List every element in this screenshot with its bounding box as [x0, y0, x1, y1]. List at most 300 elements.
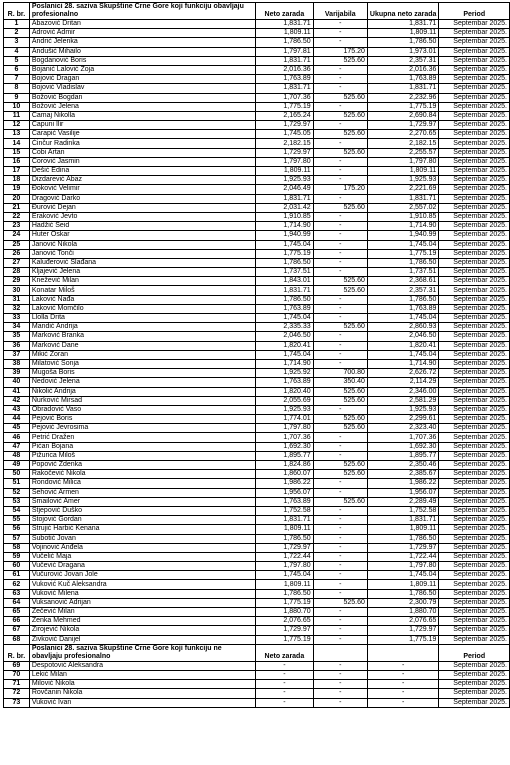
cell-varijabila: - — [313, 304, 367, 313]
cell-ukupno: 1,729.97 — [367, 626, 439, 635]
cell-period: Septembar 2025. — [439, 580, 510, 589]
cell-name: Strujić Harbić Kenana — [29, 525, 255, 534]
cell-varijabila: - — [313, 268, 367, 277]
cell-period: Septembar 2025. — [439, 20, 510, 29]
cell-neto: 1,925.93 — [256, 405, 314, 414]
cell-rbr: 26 — [4, 249, 30, 258]
cell-rbr: 62 — [4, 580, 30, 589]
table-row — [4, 295, 510, 304]
cell-name: Nurković Mirsad — [29, 396, 255, 405]
cell-name: Čarapić Vasilije — [29, 130, 255, 139]
table-row — [4, 176, 510, 185]
cell-rbr: 49 — [4, 461, 30, 470]
table-row — [4, 525, 510, 534]
cell-rbr: 15 — [4, 148, 30, 157]
cell-period: Septembar 2025. — [439, 442, 510, 451]
cell-neto: 1,775.19 — [256, 249, 314, 258]
cell-varijabila: - — [313, 680, 367, 689]
cell-rbr: 5 — [4, 56, 30, 65]
cell-ukupno: 1,752.58 — [367, 506, 439, 515]
table-row — [4, 589, 510, 598]
cell-neto: 1,786.50 — [256, 589, 314, 598]
table-row — [4, 442, 510, 451]
cell-neto: 1,824.86 — [256, 461, 314, 470]
cell-varijabila: - — [313, 506, 367, 515]
cell-rbr: 44 — [4, 415, 30, 424]
cell-period: Septembar 2025. — [439, 424, 510, 433]
cell-name: Milović Nikola — [29, 680, 255, 689]
cell-varijabila: - — [313, 222, 367, 231]
table-row — [4, 157, 510, 166]
cell-rbr: 10 — [4, 102, 30, 111]
cell-name: Petrić Dražen — [29, 433, 255, 442]
table-row — [4, 258, 510, 267]
cell-neto: 1,809.11 — [256, 167, 314, 176]
cell-name: Vučelić Maja — [29, 552, 255, 561]
cell-varijabila: 525.60 — [313, 93, 367, 102]
cell-rbr: 31 — [4, 295, 30, 304]
table-row — [4, 194, 510, 203]
table-row — [4, 598, 510, 607]
cell-period: Septembar 2025. — [439, 286, 510, 295]
cell-name: Laković Nađa — [29, 295, 255, 304]
cell-rbr: 45 — [4, 424, 30, 433]
cell-name: Milatović Sonja — [29, 359, 255, 368]
cell-rbr: 53 — [4, 497, 30, 506]
table-row — [4, 212, 510, 221]
cell-rbr: 36 — [4, 341, 30, 350]
cell-ukupno: 1,745.04 — [367, 350, 439, 359]
cell-name: Despotović Aleksandra — [29, 661, 255, 670]
cell-ukupno: 2,357.31 — [367, 56, 439, 65]
cell-period: Septembar 2025. — [439, 323, 510, 332]
cell-rbr: 63 — [4, 589, 30, 598]
cell-rbr: 71 — [4, 680, 30, 689]
cell-neto: 1,797.80 — [256, 157, 314, 166]
cell-name: Rakočević Nikola — [29, 470, 255, 479]
cell-ukupno: 1,895.77 — [367, 451, 439, 460]
cell-name: Vuković Kuč Aleksandra — [29, 580, 255, 589]
cell-name: Pejović Boris — [29, 415, 255, 424]
cell-period: Septembar 2025. — [439, 176, 510, 185]
cell-varijabila: - — [313, 689, 367, 698]
cell-name: Janović Nikola — [29, 240, 255, 249]
cell-rbr: 41 — [4, 387, 30, 396]
cell-name: Pižurica Miloš — [29, 451, 255, 460]
table-row — [4, 415, 510, 424]
cell-varijabila: 175.20 — [313, 47, 367, 56]
cell-ukupno: 1,722.44 — [367, 552, 439, 561]
cell-name: Stjepović Duško — [29, 506, 255, 515]
cell-ukupno: 1,775.19 — [367, 102, 439, 111]
cell-ukupno: 2,270.65 — [367, 130, 439, 139]
cell-name: Dragović Darko — [29, 194, 255, 203]
cell-ukupno: 2,046.50 — [367, 332, 439, 341]
cell-ukupno: 1,956.07 — [367, 488, 439, 497]
cell-ukupno: 1,786.50 — [367, 38, 439, 47]
cell-ukupno: 1,763.89 — [367, 75, 439, 84]
cell-neto: 1,729.97 — [256, 121, 314, 130]
cell-neto: 1,729.97 — [256, 148, 314, 157]
cell-name: Čobi Artan — [29, 148, 255, 157]
cell-period: Septembar 2025. — [439, 488, 510, 497]
table-row — [4, 56, 510, 65]
table-row — [4, 121, 510, 130]
cell-neto: 1,910.85 — [256, 212, 314, 221]
cell-varijabila: - — [313, 102, 367, 111]
cell-varijabila: - — [313, 626, 367, 635]
cell-ukupno: - — [367, 661, 439, 670]
cell-period: Septembar 2025. — [439, 470, 510, 479]
cell-ukupno: 2,221.69 — [367, 185, 439, 194]
table-row — [4, 626, 510, 635]
cell-period: Septembar 2025. — [439, 84, 510, 93]
cell-rbr: 7 — [4, 75, 30, 84]
cell-varijabila: 175.20 — [313, 185, 367, 194]
cell-neto: 1,831.71 — [256, 20, 314, 29]
cell-neto: 1,745.04 — [256, 314, 314, 323]
cell-varijabila: - — [313, 405, 367, 414]
cell-neto: 1,745.05 — [256, 130, 314, 139]
cell-name: Vojinović Anđela — [29, 543, 255, 552]
cell-rbr: 33 — [4, 314, 30, 323]
cell-period: Septembar 2025. — [439, 304, 510, 313]
cell-ukupno: 1,809.11 — [367, 525, 439, 534]
cell-neto: 2,016.36 — [256, 65, 314, 74]
cell-ukupno: 1,986.22 — [367, 479, 439, 488]
table-row — [4, 84, 510, 93]
cell-ukupno: 1,763.89 — [367, 304, 439, 313]
cell-ukupno: 1,729.97 — [367, 121, 439, 130]
cell-name: Čapuni Ilir — [29, 121, 255, 130]
cell-ukupno: - — [367, 698, 439, 707]
cell-neto: 1,729.97 — [256, 626, 314, 635]
cell-neto: 1,786.50 — [256, 295, 314, 304]
section-non-professional — [4, 644, 510, 661]
cell-varijabila: - — [313, 350, 367, 359]
cell-period: Septembar 2025. — [439, 378, 510, 387]
cell-rbr: 4 — [4, 47, 30, 56]
table-row — [4, 75, 510, 84]
cell-ukupno: 1,831.71 — [367, 194, 439, 203]
cell-neto: 1,763.89 — [256, 304, 314, 313]
table-row — [4, 148, 510, 157]
cell-period: Septembar 2025. — [439, 203, 510, 212]
cell-varijabila: - — [313, 488, 367, 497]
cell-ukupno: 2,626.72 — [367, 369, 439, 378]
table-row — [4, 304, 510, 313]
cell-varijabila: 525.60 — [313, 148, 367, 157]
cell-name: Zečević Milan — [29, 608, 255, 617]
cell-name: Kljajević Jelena — [29, 268, 255, 277]
header2-period: Period — [439, 644, 510, 661]
table-header-professional — [4, 3, 510, 20]
cell-ukupno: 1,714.90 — [367, 359, 439, 368]
cell-neto: 1,707.36 — [256, 93, 314, 102]
cell-neto: 1,925.92 — [256, 369, 314, 378]
cell-period: Septembar 2025. — [439, 661, 510, 670]
cell-rbr: 6 — [4, 65, 30, 74]
cell-name: Subotić Jovan — [29, 534, 255, 543]
cell-ukupno: 1,973.01 — [367, 47, 439, 56]
cell-rbr: 37 — [4, 350, 30, 359]
table-row — [4, 65, 510, 74]
cell-neto: 2,165.24 — [256, 111, 314, 120]
cell-ukupno: 1,831.71 — [367, 20, 439, 29]
cell-neto: 1,714.90 — [256, 359, 314, 368]
cell-name: Činčur Radinka — [29, 139, 255, 148]
cell-rbr: 43 — [4, 405, 30, 414]
cell-neto: 1,986.22 — [256, 479, 314, 488]
cell-ukupno: 1,940.99 — [367, 231, 439, 240]
table-row — [4, 497, 510, 506]
cell-varijabila: 525.60 — [313, 286, 367, 295]
rows-non-professional — [4, 661, 510, 707]
cell-rbr: 57 — [4, 534, 30, 543]
cell-rbr: 51 — [4, 479, 30, 488]
cell-rbr: 13 — [4, 130, 30, 139]
cell-period: Septembar 2025. — [439, 359, 510, 368]
cell-rbr: 72 — [4, 689, 30, 698]
cell-ukupno: 2,368.61 — [367, 277, 439, 286]
cell-rbr: 42 — [4, 396, 30, 405]
cell-varijabila: - — [313, 212, 367, 221]
header-ukupno: Ukupna neto zarada — [367, 3, 439, 20]
cell-varijabila: - — [313, 167, 367, 176]
cell-neto: 1,820.40 — [256, 387, 314, 396]
cell-varijabila: - — [313, 295, 367, 304]
cell-neto: 1,831.71 — [256, 516, 314, 525]
cell-varijabila: - — [313, 359, 367, 368]
cell-neto: 1,775.19 — [256, 102, 314, 111]
table-row — [4, 571, 510, 580]
cell-period: Septembar 2025. — [439, 65, 510, 74]
cell-period: Septembar 2025. — [439, 617, 510, 626]
cell-ukupno: 2,690.84 — [367, 111, 439, 120]
cell-rbr: 34 — [4, 323, 30, 332]
cell-period: Septembar 2025. — [439, 121, 510, 130]
table-row — [4, 369, 510, 378]
cell-period: Septembar 2025. — [439, 698, 510, 707]
cell-varijabila: - — [313, 332, 367, 341]
cell-varijabila: 525.60 — [313, 111, 367, 120]
cell-neto: 1,722.44 — [256, 552, 314, 561]
table-row — [4, 167, 510, 176]
cell-rbr: 14 — [4, 139, 30, 148]
table-row — [4, 562, 510, 571]
cell-period: Septembar 2025. — [439, 534, 510, 543]
table-row — [4, 461, 510, 470]
cell-varijabila: - — [313, 249, 367, 258]
cell-varijabila: - — [313, 670, 367, 679]
table-row — [4, 249, 510, 258]
cell-period: Septembar 2025. — [439, 212, 510, 221]
cell-rbr: 66 — [4, 617, 30, 626]
table-row — [4, 29, 510, 38]
cell-period: Septembar 2025. — [439, 222, 510, 231]
table-row — [4, 47, 510, 56]
cell-ukupno: - — [367, 670, 439, 679]
cell-rbr: 46 — [4, 433, 30, 442]
table-row — [4, 378, 510, 387]
cell-ukupno: 2,300.79 — [367, 598, 439, 607]
table-row — [4, 680, 510, 689]
table-row — [4, 350, 510, 359]
cell-rbr: 23 — [4, 222, 30, 231]
cell-name: Nikolić Andrija — [29, 387, 255, 396]
table-row — [4, 286, 510, 295]
cell-neto: 1,763.89 — [256, 75, 314, 84]
cell-varijabila: - — [313, 525, 367, 534]
cell-neto: 1,714.90 — [256, 222, 314, 231]
cell-name: Llolla Drita — [29, 314, 255, 323]
cell-ukupno: 1,737.51 — [367, 268, 439, 277]
cell-neto: 2,046.50 — [256, 332, 314, 341]
cell-name: Huter Oskar — [29, 231, 255, 240]
cell-neto: 1,707.36 — [256, 433, 314, 442]
cell-ukupno: 2,557.02 — [367, 203, 439, 212]
table-row — [4, 670, 510, 679]
cell-neto: 1,831.71 — [256, 194, 314, 203]
cell-ukupno: 2,016.36 — [367, 65, 439, 74]
cell-varijabila: - — [313, 314, 367, 323]
cell-varijabila: - — [313, 65, 367, 74]
cell-period: Septembar 2025. — [439, 415, 510, 424]
cell-name: Popović Zdenka — [29, 461, 255, 470]
cell-neto: - — [256, 670, 314, 679]
cell-ukupno: 1,729.97 — [367, 543, 439, 552]
cell-neto: 1,925.93 — [256, 176, 314, 185]
cell-ukupno: 2,289.49 — [367, 497, 439, 506]
cell-period: Septembar 2025. — [439, 387, 510, 396]
cell-period: Septembar 2025. — [439, 240, 510, 249]
cell-varijabila: - — [313, 580, 367, 589]
cell-varijabila: - — [313, 121, 367, 130]
cell-rbr: 40 — [4, 378, 30, 387]
cell-ukupno: 1,809.11 — [367, 167, 439, 176]
cell-ukupno: 1,692.30 — [367, 442, 439, 451]
cell-period: Septembar 2025. — [439, 433, 510, 442]
table-row — [4, 314, 510, 323]
cell-varijabila: - — [313, 176, 367, 185]
cell-ukupno: 1,797.80 — [367, 157, 439, 166]
cell-neto: - — [256, 680, 314, 689]
cell-ukupno: 1,820.41 — [367, 341, 439, 350]
cell-name: Mugoša Boris — [29, 369, 255, 378]
cell-name: Obradović Vaso — [29, 405, 255, 414]
table-row — [4, 689, 510, 698]
cell-rbr: 16 — [4, 157, 30, 166]
table-row — [4, 231, 510, 240]
cell-varijabila: 525.60 — [313, 396, 367, 405]
cell-name: Ćorović Jasmin — [29, 157, 255, 166]
cell-name: Hadžić Seid — [29, 222, 255, 231]
cell-name: Vuković Ivan — [29, 698, 255, 707]
cell-name: Camaj Nikolla — [29, 111, 255, 120]
table-row — [4, 479, 510, 488]
cell-neto: 1,745.04 — [256, 571, 314, 580]
table-row — [4, 516, 510, 525]
cell-rbr: 19 — [4, 185, 30, 194]
cell-rbr: 50 — [4, 470, 30, 479]
cell-name: Vučurović Jovan Jole — [29, 571, 255, 580]
cell-varijabila: - — [313, 442, 367, 451]
cell-neto: 2,182.15 — [256, 139, 314, 148]
cell-name: Vučević Dragana — [29, 562, 255, 571]
cell-period: Septembar 2025. — [439, 497, 510, 506]
cell-name: Marković Dane — [29, 341, 255, 350]
cell-neto: - — [256, 698, 314, 707]
cell-varijabila: 525.60 — [313, 461, 367, 470]
cell-varijabila: - — [313, 20, 367, 29]
cell-neto: 1,880.70 — [256, 608, 314, 617]
cell-ukupno: 1,831.71 — [367, 84, 439, 93]
cell-rbr: 2 — [4, 29, 30, 38]
table-row — [4, 111, 510, 120]
cell-varijabila: 525.60 — [313, 415, 367, 424]
cell-neto: 1,809.11 — [256, 29, 314, 38]
table-row — [4, 359, 510, 368]
table-row — [4, 396, 510, 405]
cell-ukupno: 2,299.61 — [367, 415, 439, 424]
cell-neto: 1,775.19 — [256, 598, 314, 607]
cell-rbr: 55 — [4, 516, 30, 525]
cell-neto: 1,797.80 — [256, 424, 314, 433]
cell-period: Septembar 2025. — [439, 670, 510, 679]
cell-rbr: 67 — [4, 626, 30, 635]
cell-neto: 1,797.80 — [256, 562, 314, 571]
cell-ukupno: 1,707.36 — [367, 433, 439, 442]
cell-ukupno: 1,775.19 — [367, 249, 439, 258]
cell-name: Bojović Dragan — [29, 75, 255, 84]
cell-ukupno: - — [367, 689, 439, 698]
cell-rbr: 52 — [4, 488, 30, 497]
cell-ukupno: 2,860.93 — [367, 323, 439, 332]
cell-varijabila: - — [313, 635, 367, 644]
cell-neto: 1,831.71 — [256, 286, 314, 295]
cell-ukupno: 2,232.96 — [367, 93, 439, 102]
table-row — [4, 470, 510, 479]
cell-name: Bogdanović Boris — [29, 56, 255, 65]
cell-period: Septembar 2025. — [439, 461, 510, 470]
cell-period: Septembar 2025. — [439, 516, 510, 525]
cell-period: Septembar 2025. — [439, 249, 510, 258]
table-row — [4, 268, 510, 277]
cell-varijabila: 525.60 — [313, 277, 367, 286]
cell-period: Septembar 2025. — [439, 525, 510, 534]
cell-name: Stojović Gordan — [29, 516, 255, 525]
cell-name: Smailović Amer — [29, 497, 255, 506]
cell-neto: 1,763.89 — [256, 497, 314, 506]
table-row — [4, 617, 510, 626]
cell-neto: 2,055.69 — [256, 396, 314, 405]
cell-varijabila: - — [313, 661, 367, 670]
cell-period: Septembar 2025. — [439, 689, 510, 698]
cell-name: Bojović Vladislav — [29, 84, 255, 93]
cell-ukupno: 1,714.90 — [367, 222, 439, 231]
table-row — [4, 698, 510, 707]
cell-varijabila: - — [313, 433, 367, 442]
table-row — [4, 635, 510, 644]
cell-rbr: 69 — [4, 661, 30, 670]
cell-period: Septembar 2025. — [439, 396, 510, 405]
cell-varijabila: - — [313, 571, 367, 580]
cell-rbr: 9 — [4, 93, 30, 102]
cell-rbr: 3 — [4, 38, 30, 47]
cell-ukupno: 1,745.04 — [367, 314, 439, 323]
cell-period: Septembar 2025. — [439, 369, 510, 378]
cell-neto: 1,831.71 — [256, 56, 314, 65]
